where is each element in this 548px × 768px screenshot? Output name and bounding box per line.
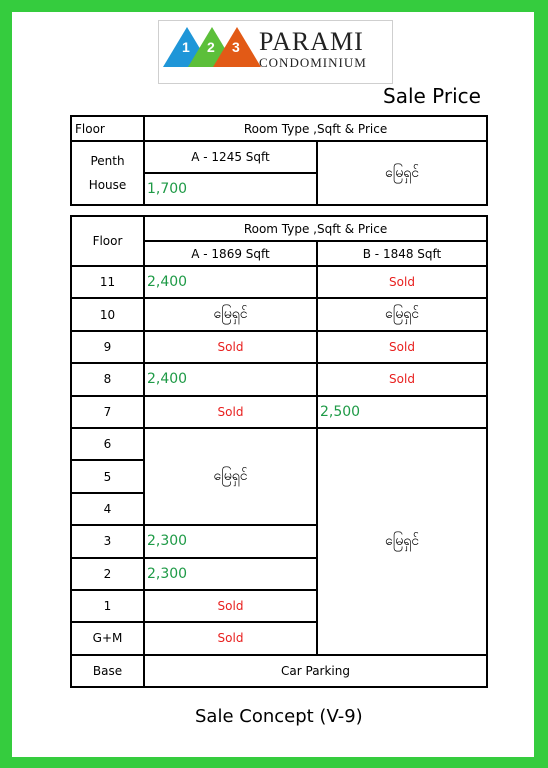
floor-7: 7 — [71, 396, 144, 428]
penthouse-floor-header: Floor — [71, 116, 144, 141]
logo-number-3: 3 — [232, 39, 240, 55]
floor-8-a: 2,400 — [144, 363, 317, 395]
penthouse-floor-label — [71, 141, 144, 205]
col-a-header: A - 1869 Sqft — [144, 241, 317, 266]
floor-7-a: Sold — [144, 396, 317, 428]
penthouse-table — [70, 115, 488, 206]
logo-number-1: 1 — [182, 39, 190, 55]
logo-triangle-3 — [213, 27, 261, 67]
floor-11-b: Sold — [317, 266, 487, 298]
penthouse-floor-label-1: Penth — [90, 154, 125, 168]
floor-10-b: မြေရှင် — [317, 298, 487, 330]
floors-6-gm-b: မြေရှင် — [317, 428, 487, 655]
car-parking: Car Parking — [144, 655, 487, 687]
logo — [158, 20, 393, 84]
floor-gm: G+M — [71, 622, 144, 654]
floor-5: 5 — [71, 460, 144, 492]
floor-6: 6 — [71, 428, 144, 460]
penthouse-type-a: A - 1245 Sqft — [144, 141, 317, 173]
floor-10-a: မြေရှင် — [144, 298, 317, 330]
penthouse-type-b-status: မြေရှင် — [317, 141, 487, 205]
brand-subtitle: CONDOMINIUM — [259, 55, 367, 70]
floor-8: 8 — [71, 363, 144, 395]
brand-name: PARAMI — [259, 27, 364, 56]
penthouse-price-a: 1,700 — [144, 173, 317, 205]
floor-1: 1 — [71, 590, 144, 622]
floor-9: 9 — [71, 331, 144, 363]
penthouse-room-header: Room Type ,Sqft & Price — [144, 116, 487, 141]
floor-base: Base — [71, 655, 144, 687]
floor-11: 11 — [71, 266, 144, 298]
floors-6-4-a: မြေရှင် — [144, 428, 317, 525]
floor-8-b: Sold — [317, 363, 487, 395]
logo-number-2: 2 — [207, 39, 215, 55]
floor-4: 4 — [71, 493, 144, 525]
floor-2: 2 — [71, 558, 144, 590]
col-b-header: B - 1848 Sqft — [317, 241, 487, 266]
main-floor-header: Floor — [71, 216, 144, 266]
page-title: Sale Price — [383, 84, 481, 108]
floor-1-a: Sold — [144, 590, 317, 622]
floor-7-b: 2,500 — [317, 396, 487, 428]
floor-10: 10 — [71, 298, 144, 330]
floor-9-b: Sold — [317, 331, 487, 363]
floor-9-a: Sold — [144, 331, 317, 363]
floor-2-a: 2,300 — [144, 558, 317, 590]
floor-3-a: 2,300 — [144, 525, 317, 557]
floor-11-a: 2,400 — [144, 266, 317, 298]
penthouse-floor-label-2: House — [88, 178, 127, 192]
floor-3: 3 — [71, 525, 144, 557]
main-price-table — [70, 215, 488, 688]
floor-gm-a: Sold — [144, 622, 317, 654]
main-room-header: Room Type ,Sqft & Price — [144, 216, 487, 241]
footer-title: Sale Concept (V-9) — [195, 706, 363, 727]
